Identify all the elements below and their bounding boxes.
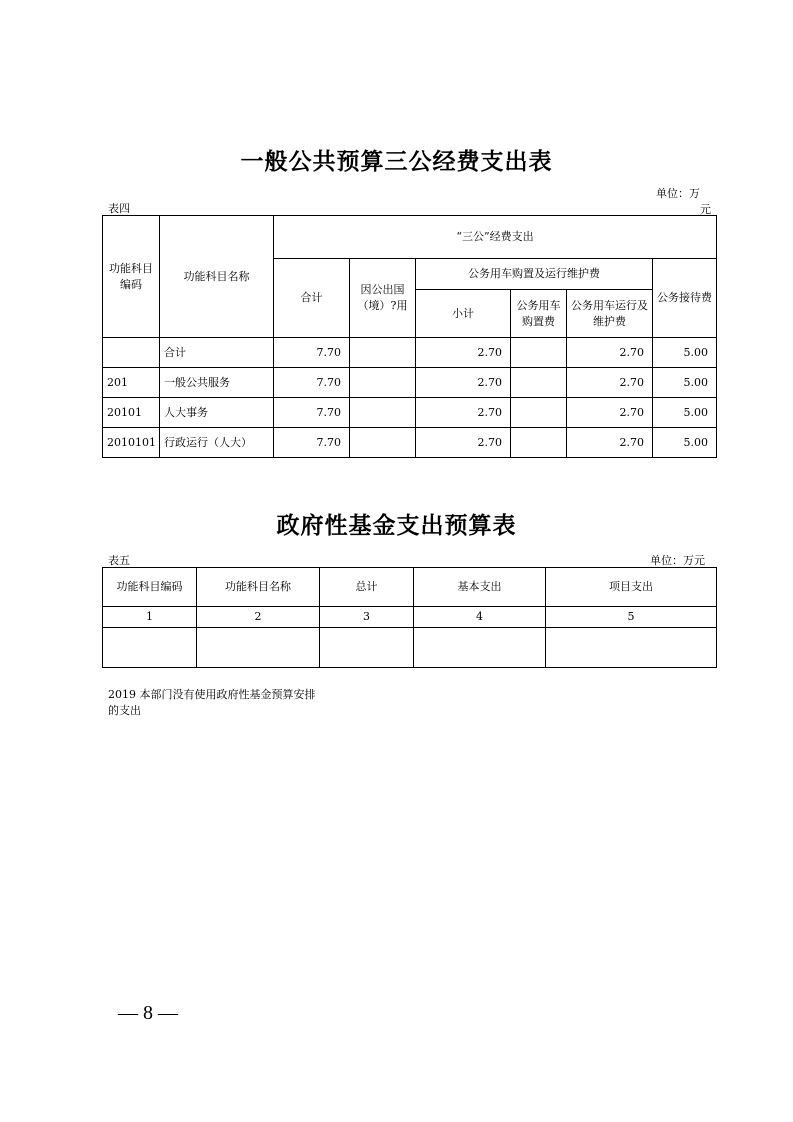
table5-unit: 单位：万元 [650,554,705,567]
header-reception: 公务接待费 [653,259,717,338]
cell-total: 7.70 [274,398,350,428]
cell-abroad [350,428,416,458]
table4 [102,215,717,458]
cell-subtotal: 2.70 [416,428,511,458]
table-row [103,368,717,398]
page-number: — 8 — [118,1002,178,1024]
empty-cell [320,628,414,668]
cell-ops: 2.70 [567,368,653,398]
header-basic: 基本支出 [414,568,546,607]
cell-code: 201 [103,368,160,398]
index-cell: 2 [197,607,320,628]
no-fund-note: 2019 本部门没有使用政府性基金预算安排的支出 [108,688,316,717]
cell-purchase [511,428,567,458]
header-sangong: “三公”经费支出 [274,216,717,259]
cell-total: 7.70 [274,338,350,368]
table4-title: 一般公共预算三公经费支出表 [240,148,553,175]
table-row [103,428,717,458]
cell-ops: 2.70 [567,398,653,428]
index-cell: 4 [414,607,546,628]
table4-unit: 单位：万 [656,187,700,200]
header-name: 功能科目名称 [160,216,274,338]
cell-reception: 5.00 [653,368,717,398]
cell-reception: 5.00 [653,428,717,458]
index-cell: 5 [546,607,717,628]
cell-name: 一般公共服务 [160,368,274,398]
cell-name: 行政运行（人大） [160,428,274,458]
header-abroad: 因公出国（境）?用 [350,259,416,338]
cell-abroad [350,338,416,368]
empty-cell [414,628,546,668]
header-subtotal: 小计 [416,290,511,338]
cell-subtotal: 2.70 [416,368,511,398]
header-vehicle-group: 公务用车购置及运行维护费 [416,259,653,290]
table4-unit-cont: 元 [700,203,711,216]
cell-purchase [511,398,567,428]
cell-name: 合计 [160,338,274,368]
cell-subtotal: 2.70 [416,398,511,428]
cell-purchase [511,368,567,398]
header-vehicle-purchase: 公务用车购置费 [511,290,567,338]
cell-total: 7.70 [274,428,350,458]
header-vehicle-ops: 公务用车运行及维护费 [567,290,653,338]
table4-label: 表四 [108,202,130,215]
cell-code: 20101 [103,398,160,428]
cell-code: 2010101 [103,428,160,458]
table-row [103,607,717,628]
header-name: 功能科目名称 [197,568,320,607]
header-total: 合计 [274,259,350,338]
cell-abroad [350,368,416,398]
empty-cell [103,628,197,668]
table-row [103,628,717,668]
table-row [103,398,717,428]
index-cell: 1 [103,607,197,628]
header-project: 项目支出 [546,568,717,607]
empty-cell [197,628,320,668]
header-code: 功能科目编码 [103,216,160,338]
table-row [103,338,717,368]
table5-label: 表五 [108,554,130,567]
cell-total: 7.70 [274,368,350,398]
cell-subtotal: 2.70 [416,338,511,368]
cell-reception: 5.00 [653,338,717,368]
cell-reception: 5.00 [653,398,717,428]
cell-ops: 2.70 [567,428,653,458]
table5 [102,567,717,668]
header-code: 功能科目编码 [103,568,197,607]
cell-ops: 2.70 [567,338,653,368]
index-cell: 3 [320,607,414,628]
cell-name: 人大事务 [160,398,274,428]
empty-cell [546,628,717,668]
cell-code [103,338,160,368]
cell-purchase [511,338,567,368]
table5-title: 政府性基金支出预算表 [276,512,517,539]
header-total: 总计 [320,568,414,607]
cell-abroad [350,398,416,428]
